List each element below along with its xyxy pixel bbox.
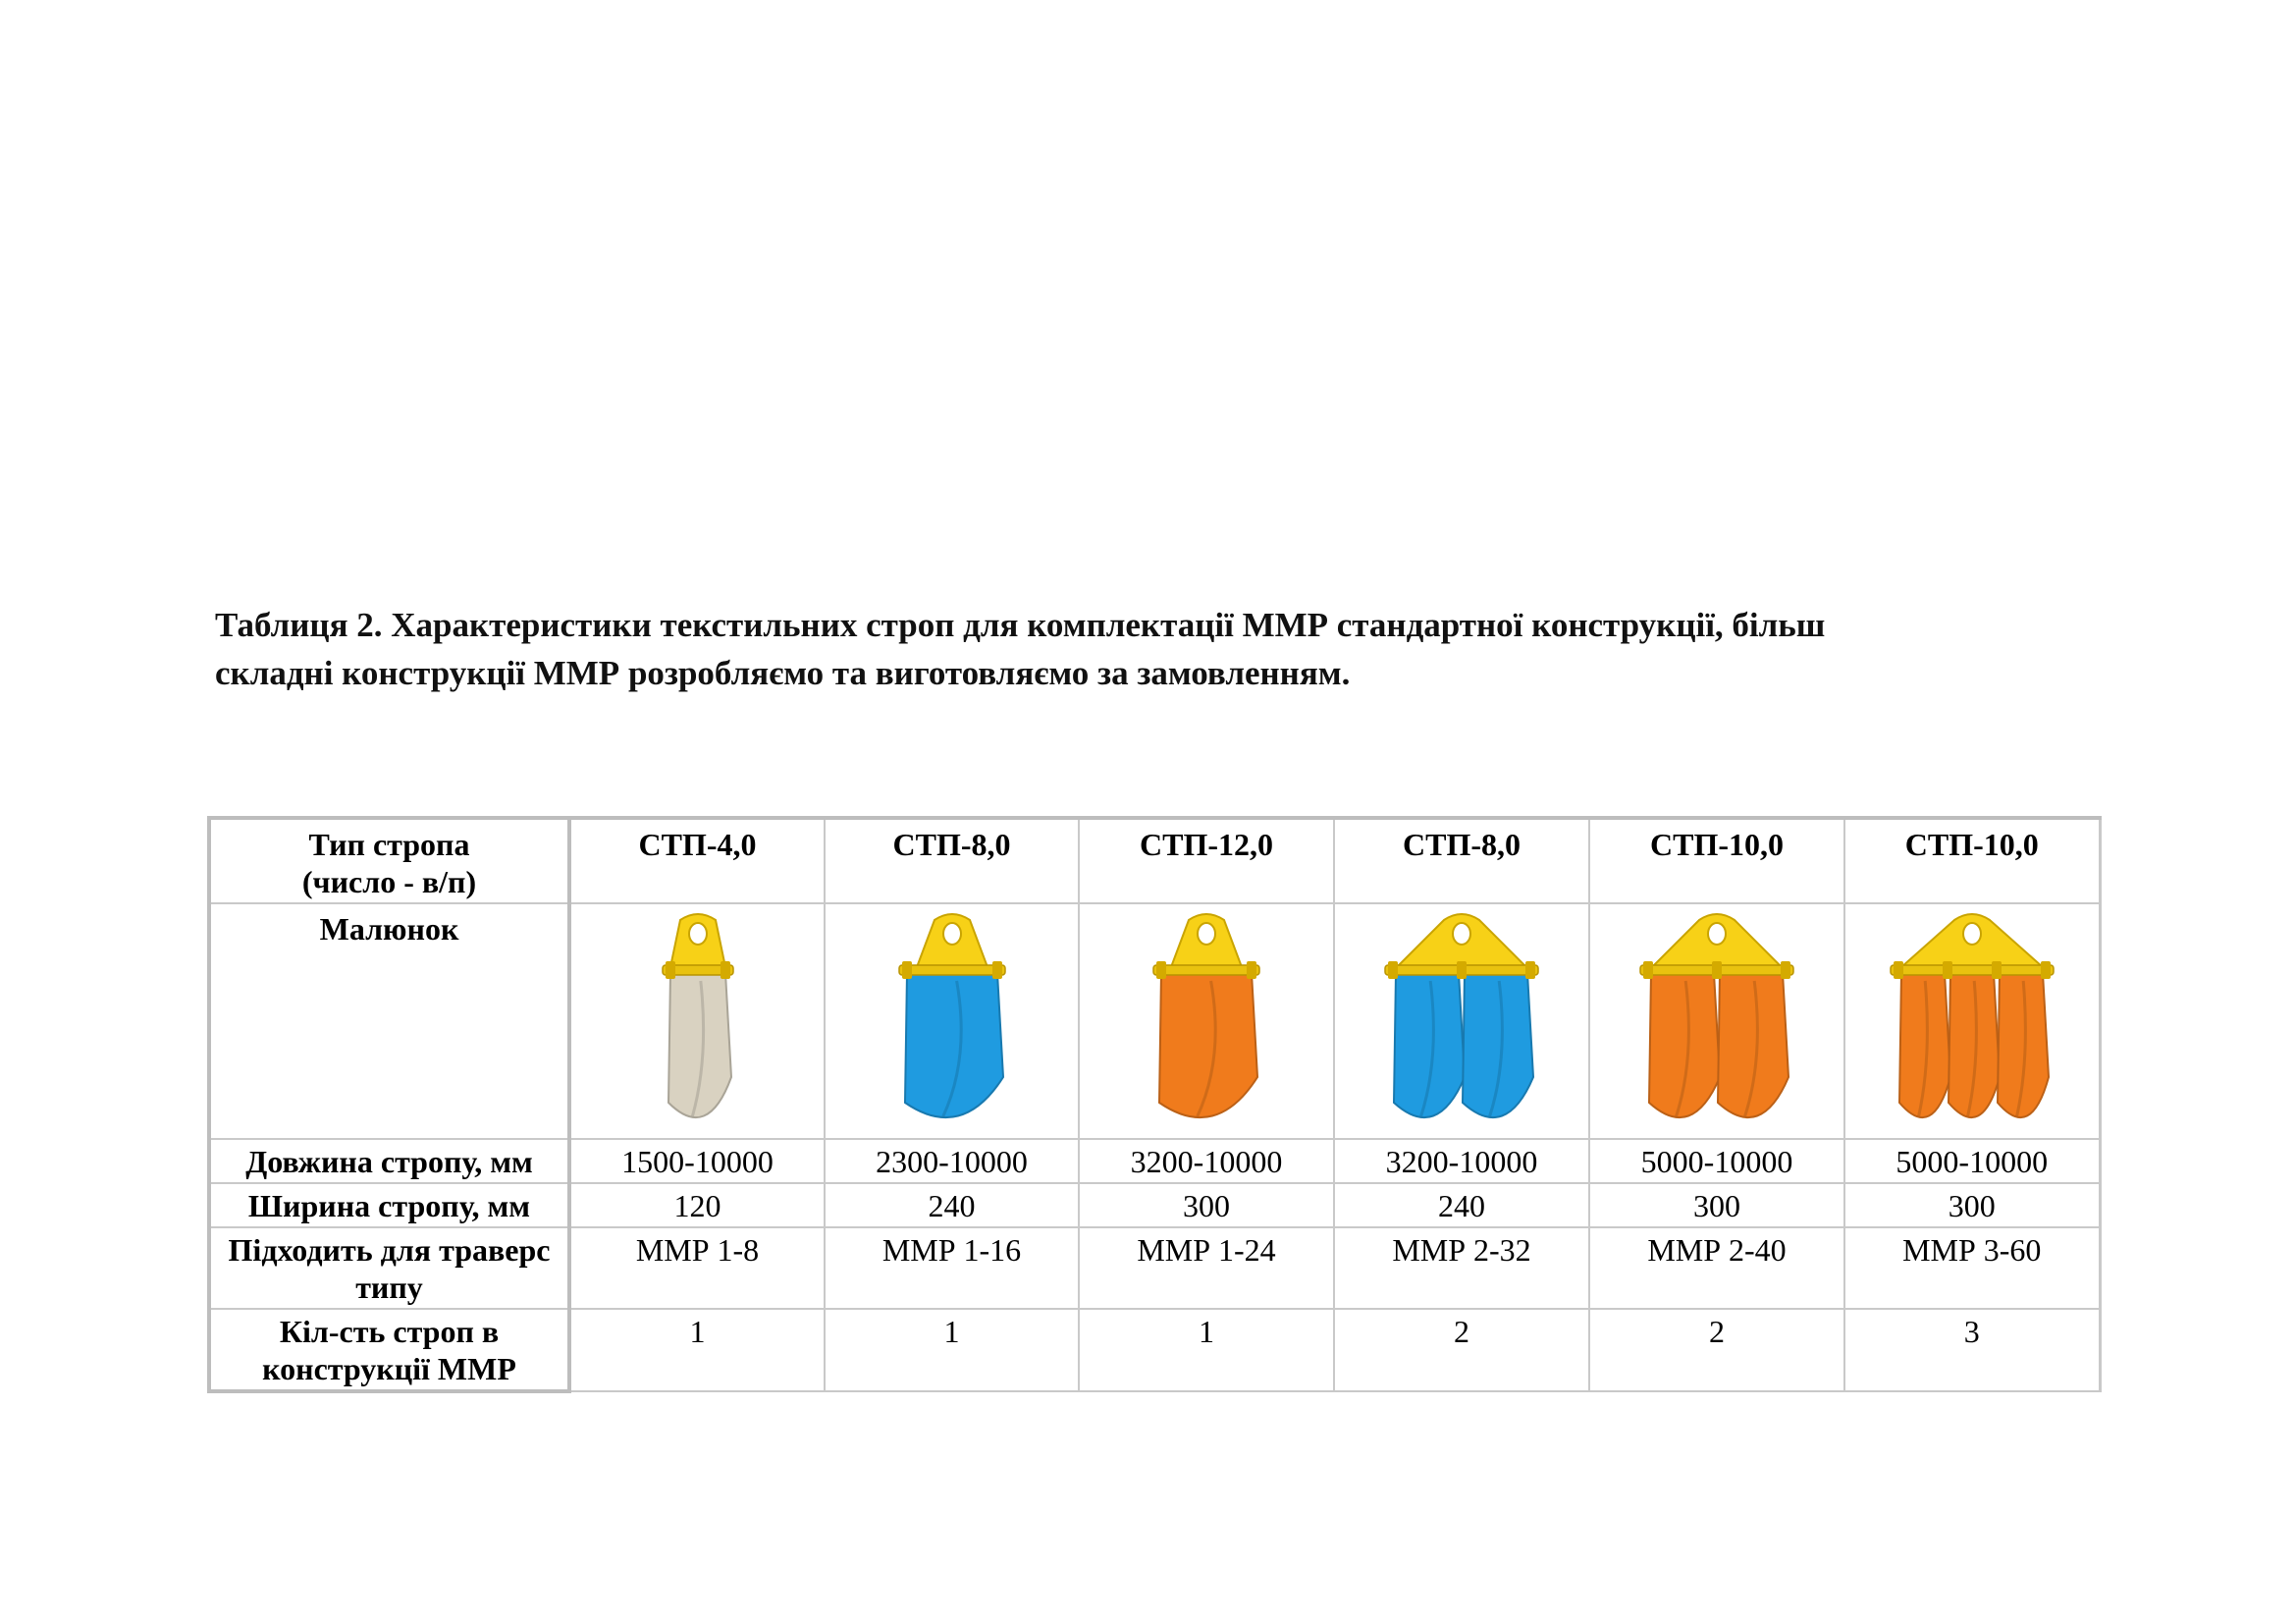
bolt bbox=[1943, 961, 1952, 979]
plate-eye-hole bbox=[1453, 923, 1470, 945]
type-cell: СТП-10,0 bbox=[1589, 818, 1844, 903]
plate-eye-hole bbox=[689, 923, 707, 945]
count-cell: 1 bbox=[569, 1309, 825, 1391]
count-cell: 1 bbox=[1079, 1309, 1334, 1391]
bolt bbox=[902, 961, 912, 979]
length-cell: 3200-10000 bbox=[1334, 1139, 1589, 1183]
fits-cell: ММР 1-8 bbox=[569, 1227, 825, 1309]
row-label-length: Довжина стропу, мм bbox=[209, 1139, 569, 1183]
strap-body bbox=[1463, 973, 1533, 1117]
bolt bbox=[1643, 961, 1653, 979]
mounting-bar bbox=[899, 965, 1005, 975]
width-cell: 300 bbox=[1079, 1183, 1334, 1227]
table-row-fits bbox=[209, 1227, 2100, 1309]
picture-cell bbox=[1844, 903, 2100, 1139]
type-cell: СТП-10,0 bbox=[1844, 818, 2100, 903]
bolt bbox=[2041, 961, 2051, 979]
fits-cell: ММР 1-24 bbox=[1079, 1227, 1334, 1309]
row-label-type-line-1: Тип стропа bbox=[308, 827, 470, 862]
width-cell: 240 bbox=[1334, 1183, 1589, 1227]
length-cell: 2300-10000 bbox=[825, 1139, 1079, 1183]
table-row-type bbox=[209, 818, 2100, 903]
count-cell: 3 bbox=[1844, 1309, 2100, 1391]
type-cell: СТП-8,0 bbox=[825, 818, 1079, 903]
table-row-width bbox=[209, 1183, 2100, 1227]
caption-line-1: Таблиця 2. Характеристики текстильних строп для комплектації ММР стандартної конструкції, більш bbox=[215, 606, 1826, 644]
picture-cell bbox=[825, 903, 1079, 1139]
type-cell: СТП-4,0 bbox=[569, 818, 825, 903]
fits-cell: ММР 2-40 bbox=[1589, 1227, 1844, 1309]
count-cell: 1 bbox=[825, 1309, 1079, 1391]
row-label-type bbox=[209, 818, 569, 903]
strap-body bbox=[1159, 973, 1257, 1117]
bolt bbox=[1781, 961, 1790, 979]
picture-cell bbox=[1589, 903, 1844, 1139]
bolt bbox=[1992, 961, 2002, 979]
length-cell: 5000-10000 bbox=[1589, 1139, 1844, 1183]
width-cell: 300 bbox=[1844, 1183, 2100, 1227]
picture-cell bbox=[1334, 903, 1589, 1139]
caption-line-2: складні конструкції ММР розробляємо та виготовляємо за замовленням. bbox=[215, 654, 1351, 692]
row-label-type-line-2: (число - в/п) bbox=[301, 864, 477, 899]
picture-cell bbox=[1079, 903, 1334, 1139]
strap-body bbox=[668, 973, 731, 1117]
row-label-fits bbox=[209, 1227, 569, 1309]
length-cell: 1500-10000 bbox=[569, 1139, 825, 1183]
length-cell: 3200-10000 bbox=[1079, 1139, 1334, 1183]
row-label-width: Ширина стропу, мм bbox=[209, 1183, 569, 1227]
table-row-picture bbox=[209, 903, 2100, 1139]
plate-eye-hole bbox=[1708, 923, 1726, 945]
beige-single-sling-icon bbox=[600, 910, 796, 1132]
orange-triple-sling-icon bbox=[1874, 910, 2070, 1132]
plate-eye-hole bbox=[943, 923, 961, 945]
mounting-bar bbox=[1153, 965, 1259, 975]
width-cell: 240 bbox=[825, 1183, 1079, 1227]
strap-body bbox=[1649, 973, 1720, 1117]
row-label-fits-line-1: Підходить для траверс bbox=[228, 1232, 551, 1268]
count-cell: 2 bbox=[1589, 1309, 1844, 1391]
blue-single-sling-icon bbox=[854, 910, 1050, 1132]
picture-cell bbox=[569, 903, 825, 1139]
row-label-count-line-2: конструкції ММР bbox=[262, 1351, 516, 1386]
plate-eye-hole bbox=[1963, 923, 1981, 945]
orange-double-sling-icon bbox=[1619, 910, 1815, 1132]
bolt bbox=[992, 961, 1002, 979]
length-cell: 5000-10000 bbox=[1844, 1139, 2100, 1183]
bolt bbox=[1388, 961, 1398, 979]
sling-spec-table bbox=[207, 816, 2102, 1393]
bolt bbox=[1712, 961, 1722, 979]
table-row-count bbox=[209, 1309, 2100, 1391]
fits-cell: ММР 3-60 bbox=[1844, 1227, 2100, 1309]
fits-cell: ММР 2-32 bbox=[1334, 1227, 1589, 1309]
type-cell: СТП-8,0 bbox=[1334, 818, 1589, 903]
plate-eye-hole bbox=[1198, 923, 1215, 945]
row-label-count bbox=[209, 1309, 569, 1391]
bolt bbox=[721, 961, 730, 979]
width-cell: 300 bbox=[1589, 1183, 1844, 1227]
table-row-length bbox=[209, 1139, 2100, 1183]
bolt bbox=[1894, 961, 1903, 979]
mounting-bar bbox=[1891, 965, 2054, 975]
row-label-count-line-1: Кіл-сть строп в bbox=[279, 1314, 500, 1349]
row-label-picture: Малюнок bbox=[209, 903, 569, 1139]
bolt bbox=[1525, 961, 1535, 979]
width-cell: 120 bbox=[569, 1183, 825, 1227]
count-cell: 2 bbox=[1334, 1309, 1589, 1391]
bolt bbox=[1247, 961, 1256, 979]
strap-body bbox=[1394, 973, 1465, 1117]
bolt bbox=[666, 961, 675, 979]
orange-single-sling-icon bbox=[1108, 910, 1305, 1132]
type-cell: СТП-12,0 bbox=[1079, 818, 1334, 903]
bolt bbox=[1457, 961, 1467, 979]
fits-cell: ММР 1-16 bbox=[825, 1227, 1079, 1309]
table-caption bbox=[215, 601, 2080, 697]
strap-body bbox=[1718, 973, 1789, 1117]
strap-body bbox=[905, 973, 1003, 1117]
bolt bbox=[1156, 961, 1166, 979]
row-label-fits-line-2: типу bbox=[355, 1270, 423, 1305]
blue-double-sling-icon bbox=[1363, 910, 1560, 1132]
